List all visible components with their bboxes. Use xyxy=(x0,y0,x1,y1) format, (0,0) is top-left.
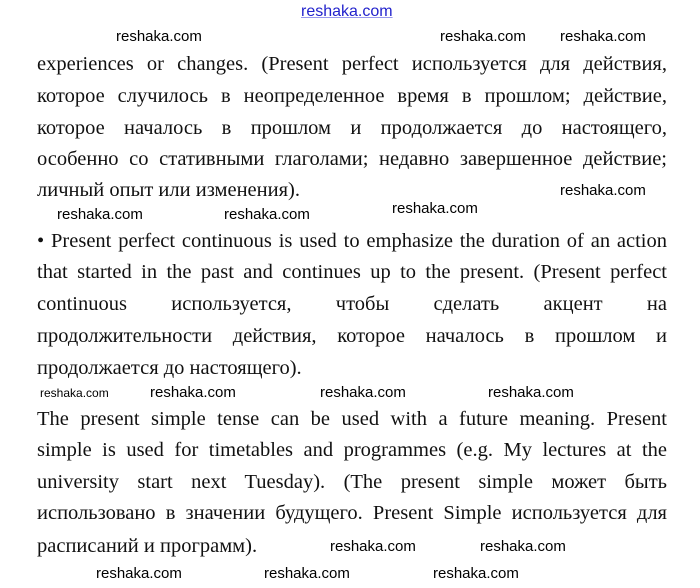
watermark: reshaka.com xyxy=(433,565,519,582)
text-line: особенно со стативными глаголами; недавно завершенное действие; xyxy=(37,148,667,170)
text-line: продолжается до настоящего). xyxy=(37,357,302,379)
text-line: которое началось в прошлом и продолжается до настоящего, xyxy=(37,117,667,139)
watermark: reshaka.com xyxy=(320,384,406,401)
watermark: reshaka.com xyxy=(560,182,646,199)
watermark: reshaka.com xyxy=(330,538,416,555)
watermark: reshaka.com xyxy=(440,28,526,45)
watermark: reshaka.com xyxy=(116,28,202,45)
watermark: reshaka.com xyxy=(560,28,646,45)
watermark: reshaka.com xyxy=(57,206,143,223)
watermark: reshaka.com xyxy=(40,386,109,400)
watermark: reshaka.com xyxy=(264,565,350,582)
text-line: that started in the past and continues up to the present. (Present perfect xyxy=(37,261,667,283)
watermark: reshaka.com xyxy=(150,384,236,401)
watermark: reshaka.com xyxy=(480,538,566,555)
text-line: simple is used for timetables and programmes (e.g. My lectures at the xyxy=(37,439,667,461)
text-line: продолжительности действия, которое началось в прошлом и xyxy=(37,325,667,347)
text-line: расписаний и программ). xyxy=(37,535,258,557)
watermark: reshaka.com xyxy=(224,206,310,223)
text-line: которое случилось в неопределенное время в прошлом; действие, xyxy=(37,85,667,107)
text-line: experiences or changes. (Present perfect используется для действия, xyxy=(37,53,667,75)
watermark: reshaka.com xyxy=(96,565,182,582)
text-line: личный опыт или изменения). xyxy=(37,179,300,201)
text-line: university start next Tuesday). (The present simple может быть xyxy=(37,471,667,493)
watermark: reshaka.com xyxy=(488,384,574,401)
watermark: reshaka.com xyxy=(392,200,478,217)
text-line: continuous используется, чтобы сделать акцент на xyxy=(37,293,667,315)
header-watermark[interactable]: reshaka.com xyxy=(301,3,393,20)
text-line: The present simple tense can be used with a future meaning. Present xyxy=(37,408,667,430)
text-line: • Present perfect continuous is used to emphasize the duration of an action xyxy=(37,230,667,252)
text-line: использовано в значении будущего. Present Simple используется для xyxy=(37,502,667,524)
